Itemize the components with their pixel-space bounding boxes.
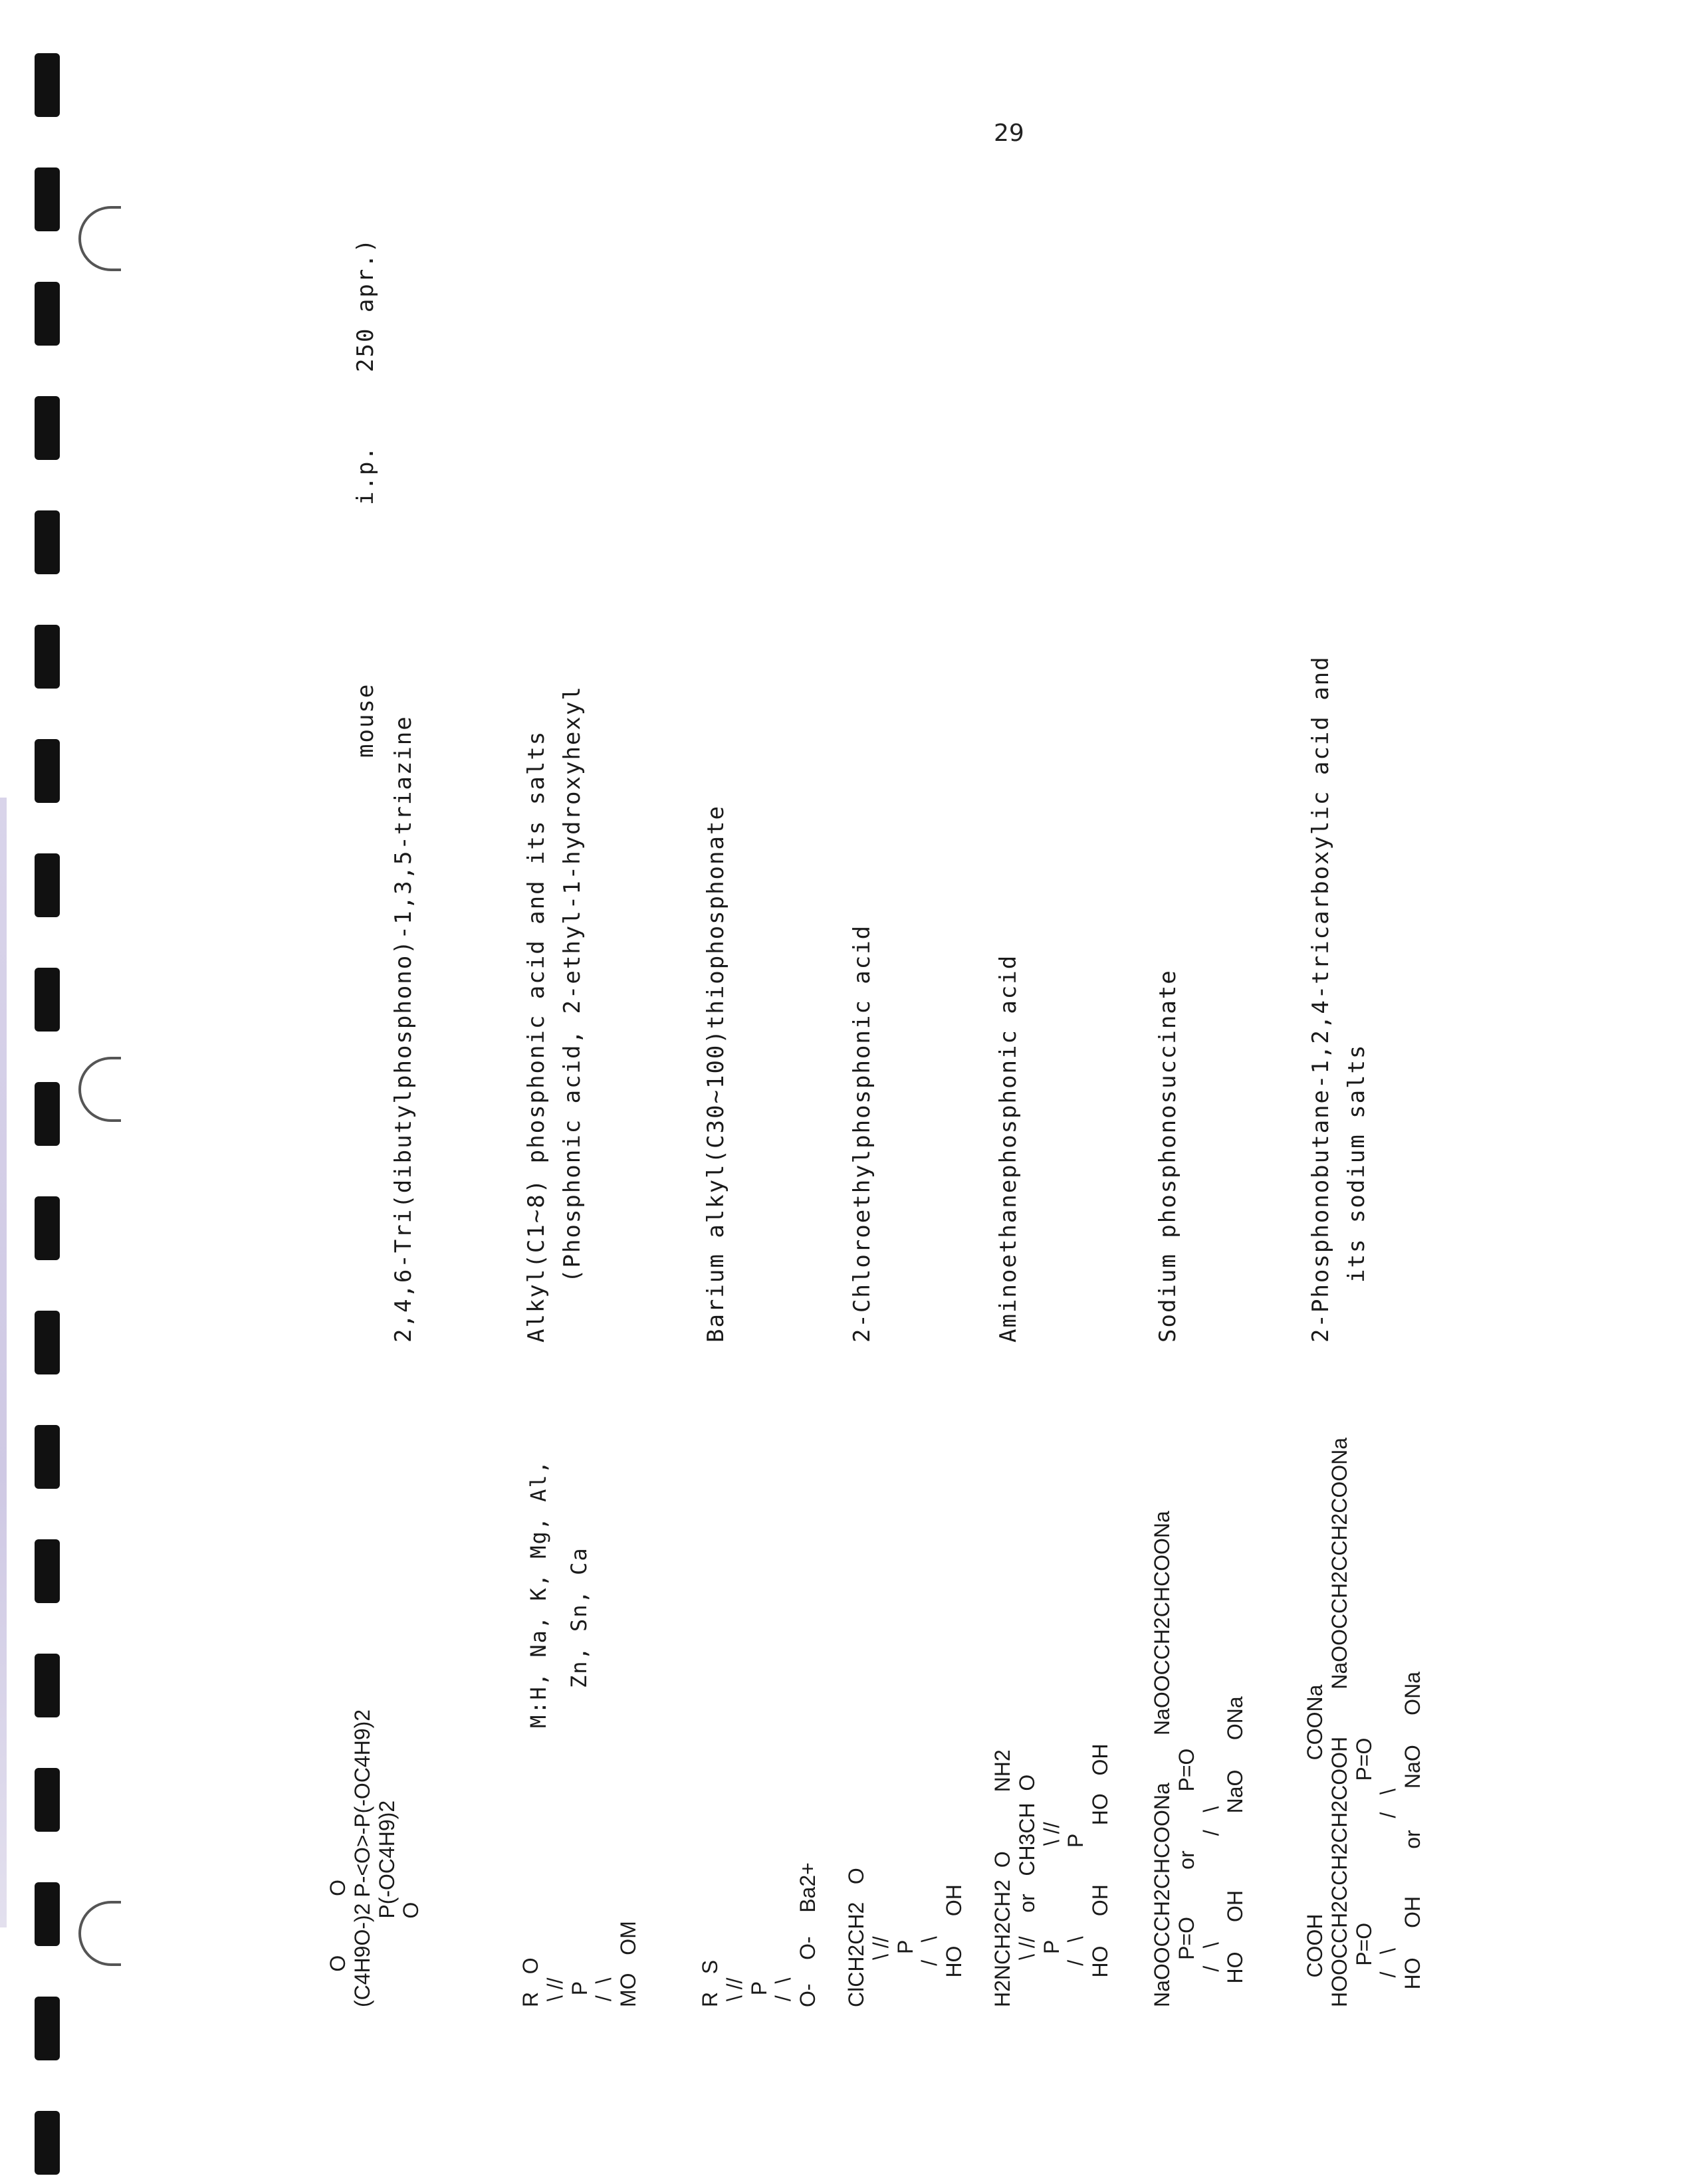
perforation-hole bbox=[35, 968, 60, 1032]
perforation-hole bbox=[35, 1425, 60, 1489]
compound-name: Sodium phosphonosuccinate bbox=[1155, 969, 1181, 1343]
perforation-hole bbox=[35, 1082, 60, 1146]
perforation-hole bbox=[35, 1196, 60, 1260]
compound-name: 2-Phosphonobutane-1,2,4-tricarboxylic acid and its sodium salts bbox=[1307, 655, 1371, 1343]
perforation-hole bbox=[35, 510, 60, 574]
perforation-hole bbox=[35, 739, 60, 803]
dose: 250 apr.) bbox=[352, 237, 379, 372]
binder-perforations bbox=[35, 0, 74, 2184]
perforation-hole bbox=[35, 167, 60, 231]
perforation-hole bbox=[35, 1539, 60, 1603]
perforation-hole bbox=[35, 282, 60, 346]
binder-ring-bottom bbox=[78, 1901, 121, 1966]
perforation-hole bbox=[35, 1768, 60, 1832]
chemical-structure: R S \ // P / \ O- O- Ba2+ bbox=[698, 1862, 820, 2007]
perforation-hole bbox=[35, 1882, 60, 1946]
perforation-hole bbox=[35, 625, 60, 689]
compound-name: Aminoethanephosphonic acid bbox=[995, 954, 1022, 1343]
perforation-hole bbox=[35, 1311, 60, 1374]
perforation-hole bbox=[35, 53, 60, 117]
metal-list: M:H, Na, K, Mg, Al, Zn, Sn, Ca bbox=[526, 1459, 592, 1728]
compound-name: 2-Chloroethylphosphonic acid bbox=[849, 924, 875, 1343]
chemical-structure: O O (C4H9O-)2 P-<O>-P(-OC4H9)2 P(-OC4H9)2 O bbox=[326, 1709, 423, 2007]
route: i.p. bbox=[352, 445, 379, 505]
binder-ring-middle bbox=[78, 1057, 121, 1122]
perforation-hole bbox=[35, 396, 60, 460]
edge-tint bbox=[0, 798, 7, 1927]
binder-ring-top bbox=[78, 206, 121, 271]
chemical-structure: NaOOCCH2CHCOONa NaOOCCH2CHCOONa P=O or P=O / \ / \ HO OH NaO ONa bbox=[1150, 1511, 1248, 2007]
chemical-structure: R O \ // P / \ MO OM bbox=[518, 1921, 641, 2007]
chemical-structure: ClCH2CH2 O \ // P / \ HO OH bbox=[844, 1868, 966, 2007]
rotated-table bbox=[326, 80, 1482, 2007]
compound-name: Alkyl(C1~8) phosphonic acid and its salts (Phosphonic acid, 2-ethyl-1-hydroxyhexyl bbox=[523, 685, 586, 1343]
chemical-structure: COOH COONa HOOCCH2CCH2CH2COOH NaOOCCH2CCH2COONa P=O P=O / \ / \ HO OH or NaO ONa bbox=[1303, 1437, 1425, 2007]
page-number: 29 bbox=[994, 120, 1024, 147]
compound-name: 2,4,6-Tri(dibutylphosphono)-1,3,5-triazine bbox=[390, 715, 417, 1343]
perforation-hole bbox=[35, 2111, 60, 2175]
perforation-hole bbox=[35, 1654, 60, 1717]
perforation-hole bbox=[35, 853, 60, 917]
compound-name: Barium alkyl(C30~100)thiophosphonate bbox=[703, 805, 729, 1343]
chemical-structure: H2NCH2CH2 O NH2 \ // or CH3CH O P \ // / \ P HO OH HO OH bbox=[990, 1743, 1113, 2007]
animal: mouse bbox=[352, 683, 379, 758]
perforation-hole bbox=[35, 1997, 60, 2060]
